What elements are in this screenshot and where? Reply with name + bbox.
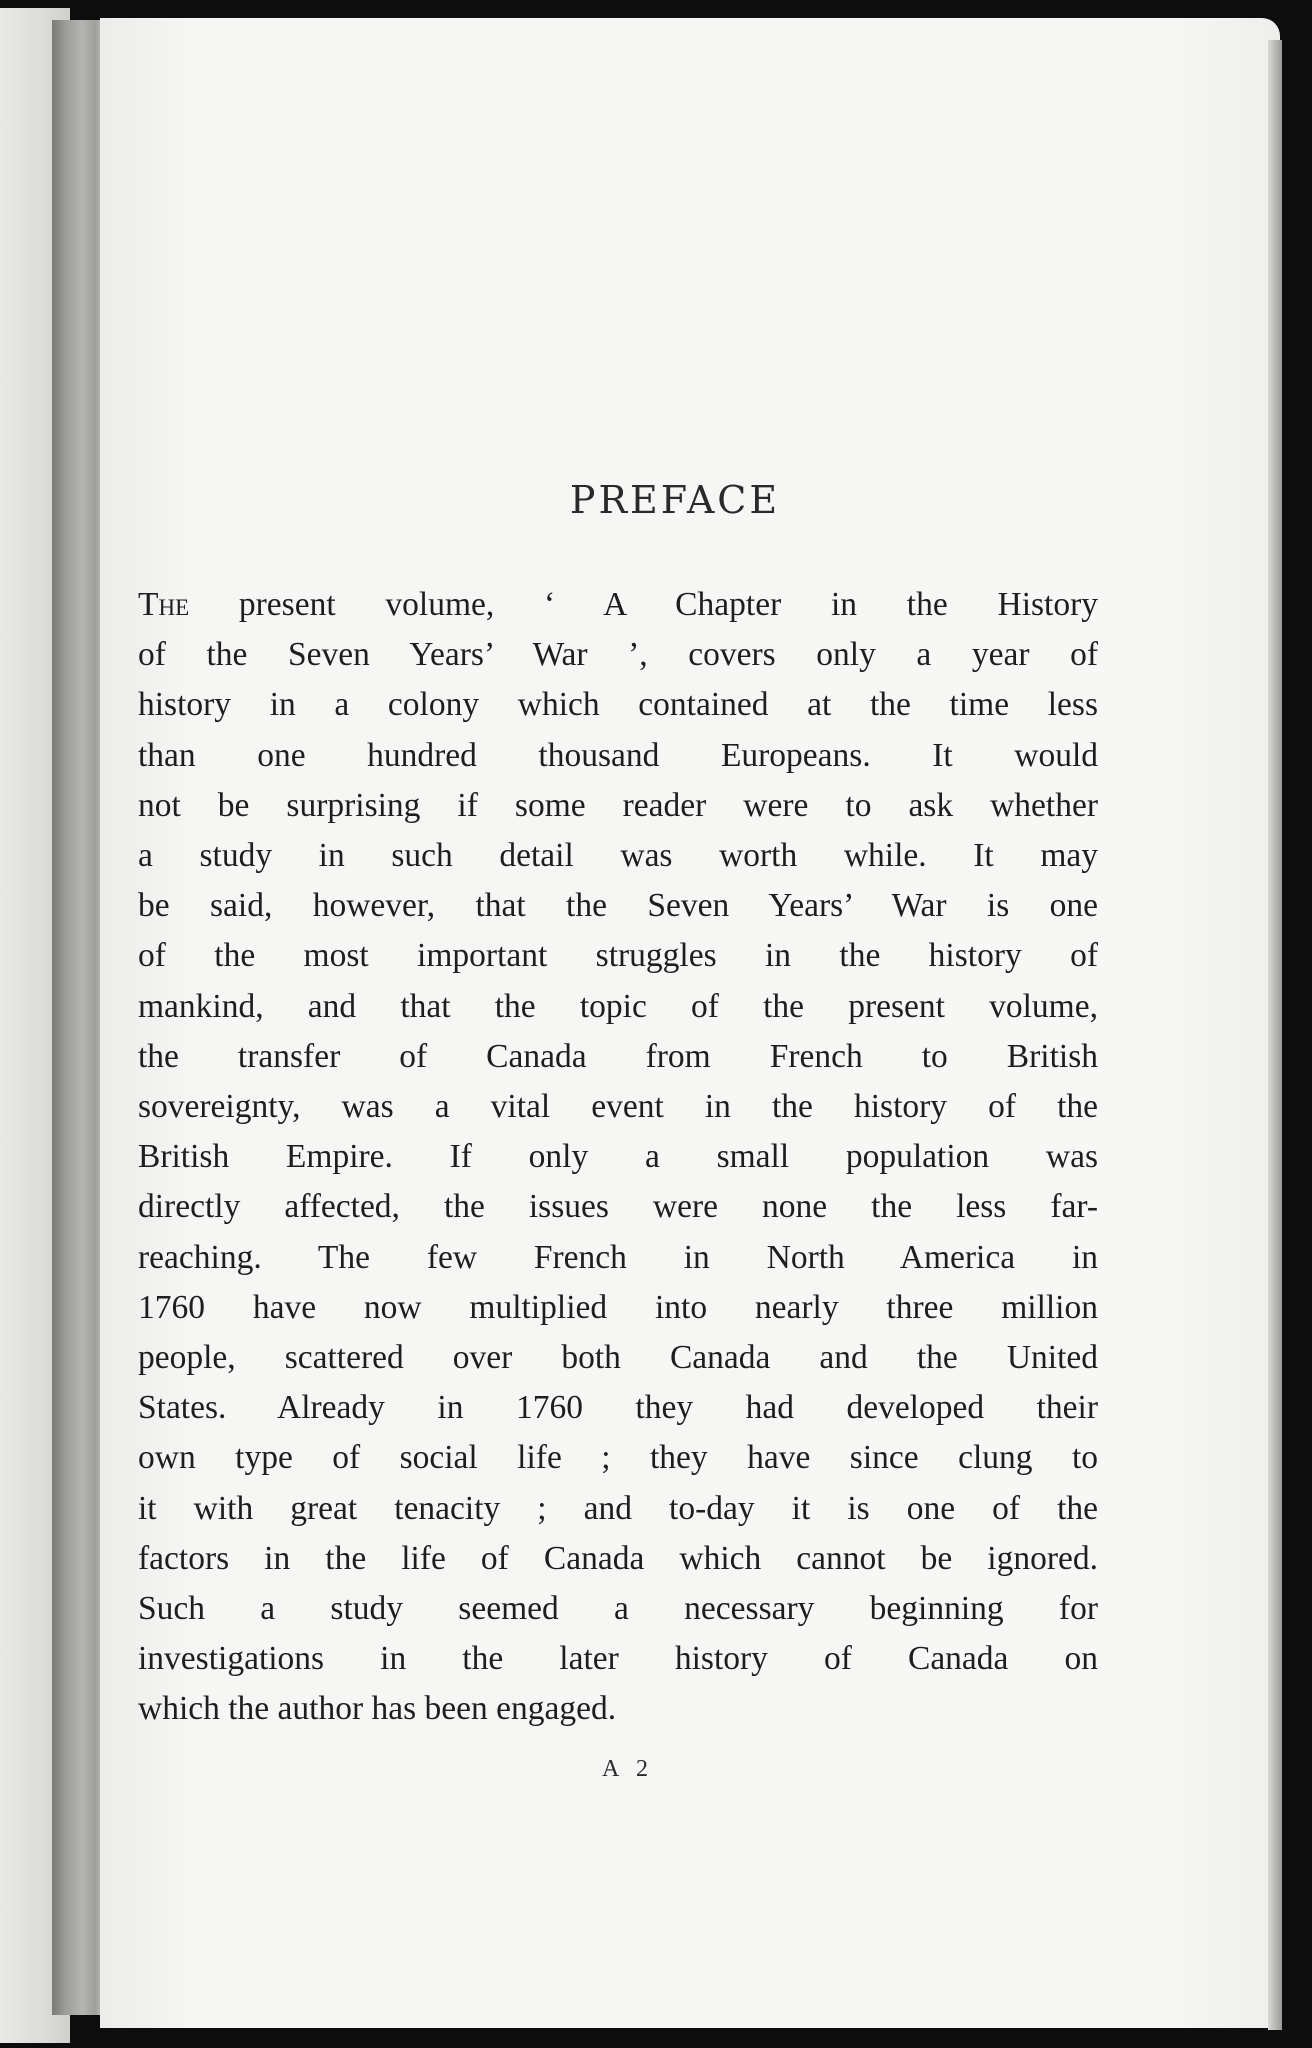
text-line: 1760 have now multiplied into nearly three million bbox=[138, 1288, 1098, 1326]
text-line: reaching. The few French in North America in bbox=[138, 1238, 1098, 1276]
text-line: which the author has been engaged. bbox=[138, 1690, 617, 1728]
text-line: States. Already in 1760 they had developed their bbox=[138, 1389, 1098, 1427]
text-line: directly affected, the issues were none the less far- bbox=[138, 1188, 1098, 1226]
text-line: The present volume, ‘ A Chapter in the History bbox=[138, 586, 1098, 623]
book-gutter bbox=[52, 20, 106, 2015]
text-line: Such a study seemed a necessary beginning for bbox=[138, 1590, 1098, 1628]
text-line: be said, however, that the Seven Years’ War is one bbox=[138, 887, 1098, 925]
text-line: of the Seven Years’ War ’, covers only a year of bbox=[138, 636, 1098, 674]
text-line: it with great tenacity ; and to-day it is one of the bbox=[138, 1489, 1098, 1527]
signature-mark: A 2 bbox=[601, 1756, 654, 1782]
text-line: investigations in the later history of Canada on bbox=[138, 1640, 1098, 1678]
text-line: sovereignty, was a vital event in the history of the bbox=[138, 1088, 1098, 1126]
text-line: people, scattered over both Canada and the United bbox=[138, 1339, 1098, 1377]
page-title: PREFACE bbox=[569, 478, 781, 522]
text-line: British Empire. If only a small population was bbox=[138, 1138, 1098, 1176]
text-line: than one hundred thousand Europeans. It would bbox=[138, 736, 1098, 774]
page-edge-shadow bbox=[1268, 40, 1282, 2030]
text-line: history in a colony which contained at the time less bbox=[138, 686, 1098, 724]
text-line: mankind, and that the topic of the present volume, bbox=[138, 987, 1098, 1025]
text-line: factors in the life of Canada which cannot be ignored. bbox=[138, 1539, 1098, 1577]
text-line: of the most important struggles in the history of bbox=[138, 937, 1098, 975]
paragraph-lead-word: The bbox=[138, 586, 190, 623]
text-line: the transfer of Canada from French to British bbox=[138, 1037, 1098, 1075]
preface-paragraph bbox=[138, 580, 1098, 1735]
book-page bbox=[100, 18, 1280, 2028]
text-line: own type of social life ; they have since clung to bbox=[138, 1439, 1098, 1477]
text-line: a study in such detail was worth while. It may bbox=[138, 837, 1098, 875]
text-line: not be surprising if some reader were to ask whether bbox=[138, 786, 1098, 824]
